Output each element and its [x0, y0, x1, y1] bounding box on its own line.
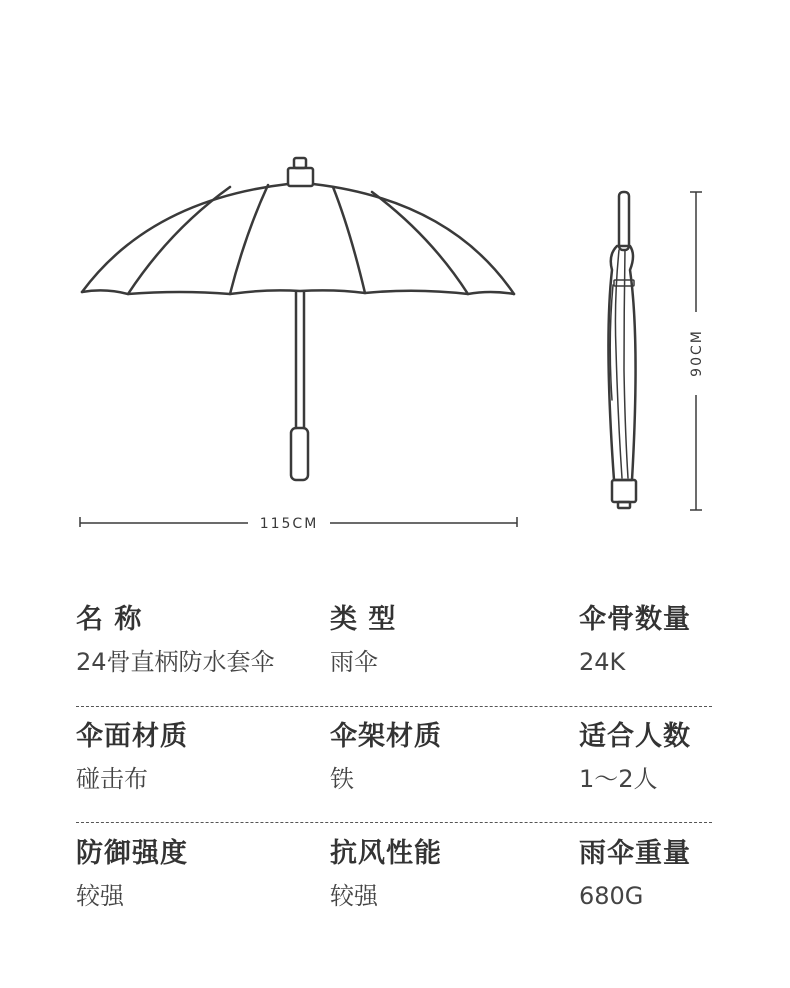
- spec-label: 抗风性能: [330, 838, 442, 869]
- spec-defense-strength: [76, 834, 188, 914]
- spec-label: 雨伞重量: [579, 838, 691, 869]
- dashed-divider: [76, 822, 712, 823]
- spec-frame-material: [330, 717, 442, 797]
- spec-label: 伞架材质: [330, 721, 442, 752]
- spec-rib-count: [579, 600, 691, 680]
- spec-type: [330, 600, 396, 680]
- spec-value: 1～2人: [579, 765, 658, 793]
- spec-label: 名 称: [76, 604, 143, 635]
- spec-label: 类 型: [330, 604, 397, 635]
- spec-canopy-material: [76, 717, 188, 797]
- spec-value: 24K: [579, 648, 626, 676]
- width-label: 115CM: [259, 516, 319, 532]
- spec-wind-resistance: [330, 834, 442, 914]
- spec-label: 防御强度: [76, 838, 188, 869]
- open-umbrella-drawing: [82, 158, 514, 480]
- closed-umbrella-drawing: [608, 192, 636, 508]
- height-label: 90CM: [689, 329, 705, 377]
- spec-row: [76, 834, 716, 951]
- spec-label: 适合人数: [579, 721, 691, 752]
- spec-capacity: [579, 717, 691, 797]
- spec-value: 较强: [76, 882, 124, 910]
- spec-value: 较强: [330, 882, 378, 910]
- spec-row: [76, 600, 716, 717]
- spec-table: [76, 600, 716, 951]
- dashed-divider: [76, 706, 712, 707]
- spec-name: [76, 600, 275, 680]
- spec-value: 680G: [579, 882, 644, 910]
- spec-value: 24骨直柄防水套伞: [76, 648, 275, 676]
- spec-label: 伞面材质: [76, 721, 188, 752]
- spec-weight: [579, 834, 691, 914]
- spec-value: 铁: [330, 765, 354, 793]
- spec-label: 伞骨数量: [579, 604, 691, 635]
- spec-row: [76, 717, 716, 834]
- spec-value: 雨伞: [330, 648, 378, 676]
- spec-value: 碰击布: [76, 765, 148, 793]
